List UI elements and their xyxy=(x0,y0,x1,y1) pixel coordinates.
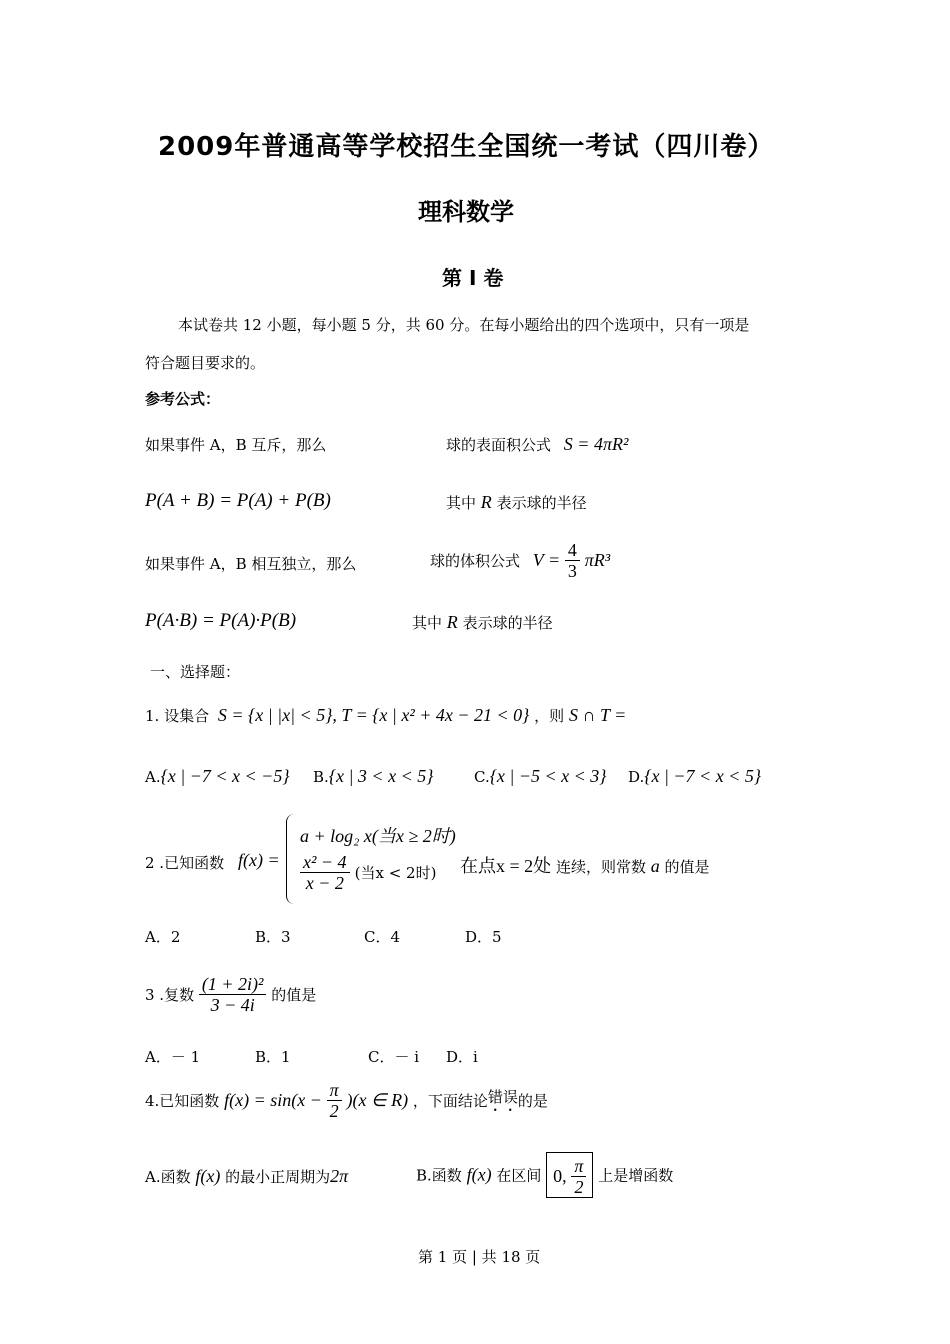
sphere-volume-pre: V = xyxy=(532,550,561,570)
q4-interval-fraction xyxy=(571,1156,586,1197)
intro-line-1: 本试卷共 12 小题，每小题 5 分，共 60 分。在每小题给出的四个选项中，只有一项是 xyxy=(178,316,750,334)
formula-1-right xyxy=(446,434,628,455)
q2-piecewise-brace xyxy=(286,814,299,904)
q1-option-a-label: A. xyxy=(145,768,161,786)
formula-4-right-post: 表示球的半径 xyxy=(462,614,553,632)
page-footer: 第 1 页 | 共 18 页 xyxy=(418,1248,541,1266)
q1-option-b-label: B. xyxy=(313,768,329,786)
section-heading: 一、选择题： xyxy=(150,663,241,681)
q4-fx-den: 2 xyxy=(329,1101,339,1121)
q1-option-d xyxy=(628,766,761,787)
q4-fx-pre: f(x) = sin(x − xyxy=(224,1090,322,1110)
q1-option-a xyxy=(145,766,290,787)
q2-case-2-cond: (当x < 2时) xyxy=(354,864,437,882)
q2-case-2-den: x − 2 xyxy=(305,873,344,893)
q4-fx-fraction xyxy=(327,1080,342,1121)
q1-stem-end: S ∩ T = xyxy=(568,705,627,725)
q4-option-a-val: 2π xyxy=(330,1166,349,1186)
q4-interval-pre: 0, xyxy=(553,1166,567,1186)
q4-option-b-post: 上是增函数 xyxy=(598,1166,674,1185)
q1-stem-post: ，则 xyxy=(534,707,565,725)
q4-stem-end: 的是 xyxy=(517,1092,548,1110)
q4-option-a-post: 的最小正周期为 xyxy=(225,1168,331,1186)
formula-4-right-var: R xyxy=(446,612,458,632)
q2-fx: f(x) = xyxy=(238,850,280,870)
q1-option-d-label: D. xyxy=(628,768,645,786)
document-subtitle: 理科数学 xyxy=(418,198,514,226)
q2-option-d: D．5 xyxy=(465,928,502,946)
formula-1-left: 如果事件 A，B 互斥，那么 xyxy=(145,436,327,454)
q1-stem-pre: 1. 设集合 xyxy=(145,707,210,725)
q3-option-d: D．i xyxy=(446,1048,478,1066)
q3-stem-pre: 3 .复数 xyxy=(145,986,195,1004)
q2-stem-mid: 在点x = 2处 xyxy=(460,856,552,876)
q2-case-2 xyxy=(300,852,436,893)
q2-stem-rest xyxy=(460,852,710,878)
q2-option-b: B．3 xyxy=(255,928,291,946)
question-3-stem xyxy=(145,974,316,1015)
q4-option-b-fx: f(x) xyxy=(466,1164,492,1185)
q2-stem-var: a xyxy=(650,856,660,876)
formula-2-right-post: 表示球的半径 xyxy=(496,494,587,512)
q4-option-a xyxy=(145,1166,348,1187)
question-4-stem xyxy=(145,1080,548,1121)
q1-option-c-label: C. xyxy=(474,768,490,786)
q4-fx-post: )(x ∈ R) xyxy=(346,1090,409,1110)
q1-option-b xyxy=(313,766,433,787)
formula-3-right-label: 球的体积公式 xyxy=(430,552,521,570)
q2-case-1: a + log₂ x(当x ≥ 2时) xyxy=(300,826,456,846)
q1-option-b-text: {x | 3 < x < 5} xyxy=(328,766,434,786)
question-1-stem xyxy=(145,705,626,726)
q4-interval-den: 2 xyxy=(574,1176,584,1197)
formula-2-right-var: R xyxy=(480,492,492,512)
formula-2-left: P(A + B) = P(A) + P(B) xyxy=(145,490,331,511)
formula-3-left: 如果事件 A，B 相互独立，那么 xyxy=(145,555,357,573)
q3-num: (1 + 2i)² xyxy=(199,974,267,995)
formula-3-right xyxy=(430,540,610,581)
q3-fraction xyxy=(199,974,267,1015)
q3-den: 3 − 4i xyxy=(210,995,255,1015)
formula-2-right xyxy=(446,492,587,513)
q4-stem-pre: 4.已知函数 xyxy=(145,1092,220,1110)
q4-option-a-fx: f(x) xyxy=(195,1166,221,1186)
formula-4-left: P(A·B) = P(A)·P(B) xyxy=(145,610,297,631)
sphere-volume-den: 3 xyxy=(567,561,577,581)
q3-option-c: C．－ i xyxy=(368,1048,420,1066)
q2-option-c: C．4 xyxy=(364,928,401,946)
q4-fx-num: π xyxy=(327,1080,342,1101)
formula-4-right xyxy=(412,612,553,633)
q1-option-c xyxy=(474,766,606,787)
q2-stem-pre: 2 .已知函数 xyxy=(145,854,225,872)
q2-stem-end: 的值是 xyxy=(664,858,710,876)
q2-stem-post: 连续，则常数 xyxy=(555,858,646,876)
q4-interval-num: π xyxy=(571,1156,586,1177)
q1-option-c-text: {x | −5 < x < 3} xyxy=(489,766,607,786)
q4-option-a-pre: A.函数 xyxy=(145,1168,191,1186)
q2-option-a: A．2 xyxy=(145,928,181,946)
q3-option-a: A．－ 1 xyxy=(145,1048,201,1066)
q4-stem-post: ，下面结论 xyxy=(412,1092,488,1110)
q2-case-2-fraction xyxy=(300,852,350,893)
q1-stem-math: S = {x | |x| < 5}, T = {x | x² + 4x − 21 < 0} xyxy=(217,705,530,725)
q4-stem-emph: 错误 xyxy=(487,1088,518,1106)
formula-1-right-label: 球的表面积公式 xyxy=(446,436,552,454)
q1-option-a-text: {x | −7 < x < −5} xyxy=(160,766,290,786)
formula-2-right-pre: 其中 xyxy=(446,494,477,512)
volume-heading: 第 I 卷 xyxy=(442,266,504,290)
sphere-volume-post: πR³ xyxy=(584,550,611,570)
q1-option-d-text: {x | −7 < x < 5} xyxy=(644,766,762,786)
q4-option-b-pre: B.函数 xyxy=(416,1166,462,1185)
q4-interval-bracket xyxy=(546,1152,593,1198)
q2-case-2-num: x² − 4 xyxy=(300,852,350,873)
formulas-heading: 参考公式： xyxy=(145,390,221,408)
sphere-volume-num: 4 xyxy=(565,540,580,561)
q3-option-b: B．1 xyxy=(255,1048,291,1066)
sphere-volume-fraction xyxy=(565,540,580,581)
formula-4-right-pre: 其中 xyxy=(412,614,443,632)
intro-line-2: 符合题目要求的。 xyxy=(145,354,266,372)
q4-option-b-mid: 在区间 xyxy=(496,1166,542,1185)
document-title: 2009年普通高等学校招生全国统一考试（四川卷） xyxy=(158,132,775,162)
q3-stem-post: 的值是 xyxy=(271,986,317,1004)
q4-option-b xyxy=(416,1152,673,1198)
sphere-area-formula: S = 4πR² xyxy=(563,434,629,454)
